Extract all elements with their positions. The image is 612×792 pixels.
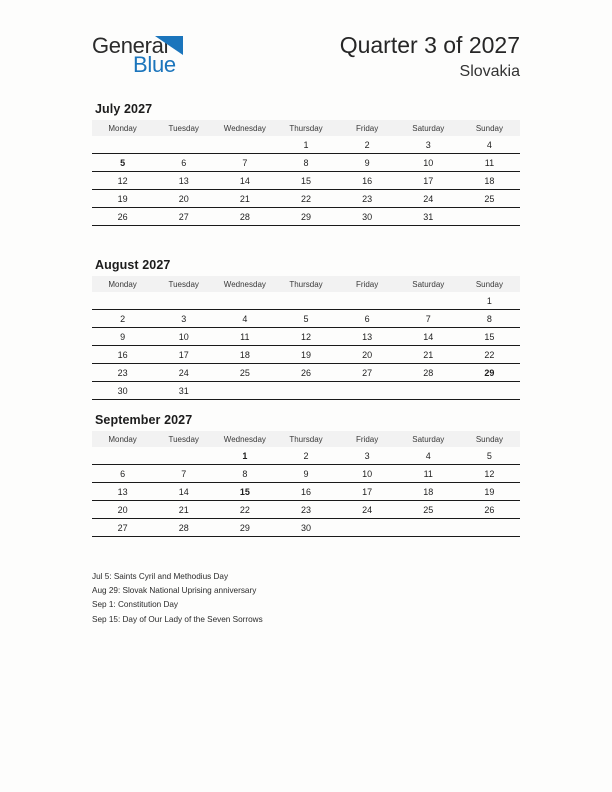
day-cell[interactable]: 30 bbox=[337, 208, 398, 226]
weekday-header-tuesday: Tuesday bbox=[153, 120, 214, 136]
month-title: September 2027 bbox=[95, 413, 193, 427]
day-cell[interactable]: 4 bbox=[425, 450, 431, 461]
weekday-row bbox=[92, 431, 520, 447]
weekday-header-sunday: Sunday bbox=[459, 276, 520, 292]
week-row bbox=[92, 310, 520, 328]
weekday-header-sunday: Sunday bbox=[459, 120, 520, 136]
day-cell[interactable]: 3 bbox=[364, 450, 370, 461]
day-cell[interactable]: 21 bbox=[153, 501, 214, 519]
weekday-header-wednesday: Wednesday bbox=[214, 431, 275, 447]
day-cell[interactable]: 16 bbox=[337, 172, 398, 190]
day-cell[interactable]: 19 bbox=[275, 346, 336, 364]
title-block bbox=[340, 32, 520, 83]
weekday-header-tuesday: Tuesday bbox=[153, 276, 214, 292]
day-cell[interactable]: 22 bbox=[275, 190, 336, 208]
week-row bbox=[92, 208, 520, 226]
day-cell[interactable]: 1 bbox=[486, 295, 492, 306]
day-cell[interactable]: 13 bbox=[337, 328, 398, 346]
day-cell[interactable]: 5 bbox=[486, 450, 492, 461]
day-cell[interactable]: 29 bbox=[275, 208, 336, 226]
day-cell[interactable]: 26 bbox=[275, 364, 336, 382]
day-cell[interactable]: 2 bbox=[303, 450, 309, 461]
week-row bbox=[92, 447, 520, 465]
day-cell[interactable]: 24 bbox=[337, 501, 398, 519]
logo-text-general: General bbox=[92, 33, 169, 58]
day-cell[interactable]: 20 bbox=[92, 501, 153, 519]
page-title: Quarter 3 of 2027 bbox=[339, 32, 520, 58]
day-cell[interactable]: 7 bbox=[214, 154, 275, 172]
weekday-header-monday: Monday bbox=[92, 276, 153, 292]
day-cell[interactable]: 5 bbox=[275, 310, 336, 328]
day-cell[interactable]: 23 bbox=[92, 364, 153, 382]
day-cell[interactable]: 30 bbox=[275, 519, 336, 537]
day-cell[interactable]: 11 bbox=[459, 154, 520, 172]
day-cell[interactable]: 21 bbox=[398, 346, 459, 364]
day-cell[interactable]: 18 bbox=[459, 172, 520, 190]
day-cell[interactable]: 30 bbox=[92, 382, 153, 400]
day-cell[interactable]: 6 bbox=[337, 310, 398, 328]
day-cell-empty bbox=[92, 136, 153, 154]
day-cell-empty bbox=[92, 292, 153, 310]
holiday-legend bbox=[92, 570, 512, 627]
day-cell[interactable]: 14 bbox=[398, 328, 459, 346]
month-block-september bbox=[92, 413, 520, 537]
day-cell[interactable]: 6 bbox=[92, 465, 153, 483]
day-cell-empty bbox=[337, 519, 398, 537]
day-cell-holiday[interactable]: 15 bbox=[214, 483, 275, 501]
day-cell[interactable]: 17 bbox=[398, 172, 459, 190]
day-cell[interactable]: 4 bbox=[214, 310, 275, 328]
holiday-legend-item: Sep 15: Day of Our Lady of the Seven Sorrows bbox=[92, 614, 263, 624]
day-cell[interactable]: 8 bbox=[459, 310, 520, 328]
day-cell-empty bbox=[459, 519, 520, 537]
day-cell[interactable]: 27 bbox=[92, 519, 153, 537]
calendar-table bbox=[92, 431, 520, 537]
day-cell[interactable]: 9 bbox=[275, 465, 336, 483]
day-cell[interactable]: 14 bbox=[153, 483, 214, 501]
day-cell[interactable]: 17 bbox=[153, 346, 214, 364]
day-cell[interactable]: 21 bbox=[214, 190, 275, 208]
day-cell[interactable]: 26 bbox=[92, 208, 153, 226]
day-cell[interactable]: 25 bbox=[214, 364, 275, 382]
page-subtitle: Slovakia bbox=[459, 63, 520, 80]
day-cell-empty bbox=[398, 382, 459, 400]
day-cell-empty bbox=[459, 208, 520, 226]
calendar-table bbox=[92, 276, 520, 400]
day-cell-holiday[interactable]: 5 bbox=[92, 154, 153, 172]
general-blue-logo[interactable] bbox=[92, 33, 292, 83]
weekday-header-saturday: Saturday bbox=[398, 120, 459, 136]
day-cell-empty bbox=[337, 382, 398, 400]
day-cell-empty bbox=[398, 292, 459, 310]
weekday-header-thursday: Thursday bbox=[275, 276, 336, 292]
logo-text-blue: Blue bbox=[133, 52, 176, 77]
day-cell[interactable]: 11 bbox=[398, 465, 459, 483]
day-cell[interactable]: 25 bbox=[459, 190, 520, 208]
month-title: July 2027 bbox=[95, 102, 153, 116]
day-cell[interactable]: 12 bbox=[459, 465, 520, 483]
weekday-row bbox=[92, 120, 520, 136]
weekday-header-thursday: Thursday bbox=[275, 431, 336, 447]
month-block-august bbox=[92, 258, 520, 400]
day-cell[interactable]: 22 bbox=[214, 501, 275, 519]
day-cell-empty bbox=[214, 136, 275, 154]
day-cell-empty bbox=[459, 382, 520, 400]
day-cell-empty bbox=[214, 382, 275, 400]
calendar-header-row bbox=[92, 431, 520, 447]
day-cell-holiday[interactable]: 29 bbox=[459, 364, 520, 382]
day-cell[interactable]: 16 bbox=[275, 483, 336, 501]
day-cell[interactable]: 31 bbox=[153, 382, 214, 400]
day-cell[interactable]: 13 bbox=[153, 172, 214, 190]
page-header bbox=[0, 0, 612, 95]
day-cell-empty bbox=[214, 292, 275, 310]
day-cell[interactable]: 28 bbox=[214, 208, 275, 226]
day-cell-empty bbox=[275, 382, 336, 400]
day-cell[interactable]: 9 bbox=[337, 154, 398, 172]
calendar-header-row bbox=[92, 120, 520, 136]
month-title: August 2027 bbox=[95, 258, 171, 272]
day-cell[interactable]: 28 bbox=[398, 364, 459, 382]
day-cell[interactable]: 20 bbox=[153, 190, 214, 208]
day-cell[interactable]: 28 bbox=[153, 519, 214, 537]
weekday-header-monday: Monday bbox=[92, 120, 153, 136]
day-cell[interactable]: 24 bbox=[398, 190, 459, 208]
calendar-body bbox=[92, 136, 520, 226]
day-cell[interactable]: 20 bbox=[337, 346, 398, 364]
calendar-header-row bbox=[92, 276, 520, 292]
day-cell-holiday[interactable]: 1 bbox=[242, 450, 248, 461]
day-cell[interactable]: 8 bbox=[214, 465, 275, 483]
week-row bbox=[92, 364, 520, 382]
week-row bbox=[92, 519, 520, 537]
day-cell[interactable]: 8 bbox=[275, 154, 336, 172]
day-cell-empty bbox=[153, 136, 214, 154]
weekday-header-thursday: Thursday bbox=[275, 120, 336, 136]
week-row bbox=[92, 190, 520, 208]
day-cell[interactable]: 24 bbox=[153, 364, 214, 382]
weekday-header-wednesday: Wednesday bbox=[214, 120, 275, 136]
week-row bbox=[92, 136, 520, 154]
day-cell[interactable]: 3 bbox=[425, 139, 431, 150]
calendar-table bbox=[92, 120, 520, 226]
day-cell[interactable]: 10 bbox=[337, 465, 398, 483]
day-cell[interactable]: 11 bbox=[214, 328, 275, 346]
day-cell[interactable]: 15 bbox=[275, 172, 336, 190]
day-cell-empty bbox=[92, 447, 153, 465]
week-row bbox=[92, 483, 520, 501]
day-cell[interactable]: 14 bbox=[214, 172, 275, 190]
day-cell[interactable]: 26 bbox=[459, 501, 520, 519]
day-cell[interactable]: 18 bbox=[398, 483, 459, 501]
day-cell[interactable]: 12 bbox=[275, 328, 336, 346]
day-cell[interactable]: 10 bbox=[153, 328, 214, 346]
weekday-header-saturday: Saturday bbox=[398, 431, 459, 447]
day-cell[interactable]: 3 bbox=[153, 310, 214, 328]
day-cell[interactable]: 15 bbox=[459, 328, 520, 346]
weekday-header-friday: Friday bbox=[337, 431, 398, 447]
day-cell[interactable]: 6 bbox=[153, 154, 214, 172]
day-cell[interactable]: 2 bbox=[364, 139, 370, 150]
day-cell[interactable]: 29 bbox=[214, 519, 275, 537]
week-row bbox=[92, 292, 520, 310]
day-cell-empty bbox=[153, 292, 214, 310]
week-row bbox=[92, 501, 520, 519]
weekday-header-wednesday: Wednesday bbox=[214, 276, 275, 292]
day-cell[interactable]: 1 bbox=[303, 139, 309, 150]
day-cell[interactable]: 7 bbox=[398, 310, 459, 328]
weekday-header-friday: Friday bbox=[337, 120, 398, 136]
week-row bbox=[92, 328, 520, 346]
weekday-row bbox=[92, 276, 520, 292]
day-cell-empty bbox=[398, 519, 459, 537]
day-cell[interactable]: 31 bbox=[398, 208, 459, 226]
day-cell-empty bbox=[337, 292, 398, 310]
holiday-legend-item: Sep 1: Constitution Day bbox=[92, 600, 179, 610]
day-cell[interactable]: 18 bbox=[214, 346, 275, 364]
day-cell-empty bbox=[275, 292, 336, 310]
day-cell[interactable]: 25 bbox=[398, 501, 459, 519]
day-cell[interactable]: 27 bbox=[153, 208, 214, 226]
weekday-header-monday: Monday bbox=[92, 431, 153, 447]
week-row bbox=[92, 154, 520, 172]
weekday-header-tuesday: Tuesday bbox=[153, 431, 214, 447]
holiday-legend-item: Aug 29: Slovak National Uprising anniversary bbox=[92, 586, 257, 596]
day-cell[interactable]: 13 bbox=[92, 483, 153, 501]
week-row bbox=[92, 465, 520, 483]
weekday-header-sunday: Sunday bbox=[459, 431, 520, 447]
day-cell[interactable]: 22 bbox=[459, 346, 520, 364]
day-cell[interactable]: 12 bbox=[92, 172, 153, 190]
day-cell[interactable]: 17 bbox=[337, 483, 398, 501]
day-cell[interactable]: 4 bbox=[486, 139, 492, 150]
week-row bbox=[92, 346, 520, 364]
week-row bbox=[92, 382, 520, 400]
calendar-body bbox=[92, 447, 520, 537]
week-row bbox=[92, 172, 520, 190]
day-cell-empty bbox=[153, 447, 214, 465]
weekday-header-friday: Friday bbox=[337, 276, 398, 292]
day-cell[interactable]: 7 bbox=[153, 465, 214, 483]
weekday-header-saturday: Saturday bbox=[398, 276, 459, 292]
day-cell[interactable]: 27 bbox=[337, 364, 398, 382]
day-cell[interactable]: 10 bbox=[398, 154, 459, 172]
day-cell[interactable]: 2 bbox=[92, 310, 153, 328]
day-cell[interactable]: 9 bbox=[92, 328, 153, 346]
month-block-july bbox=[92, 102, 520, 226]
day-cell[interactable]: 23 bbox=[275, 501, 336, 519]
day-cell[interactable]: 23 bbox=[337, 190, 398, 208]
day-cell[interactable]: 19 bbox=[92, 190, 153, 208]
day-cell[interactable]: 16 bbox=[92, 346, 153, 364]
day-cell[interactable]: 19 bbox=[459, 483, 520, 501]
holiday-legend-item: Jul 5: Saints Cyril and Methodius Day bbox=[92, 572, 229, 581]
calendar-body bbox=[92, 292, 520, 400]
